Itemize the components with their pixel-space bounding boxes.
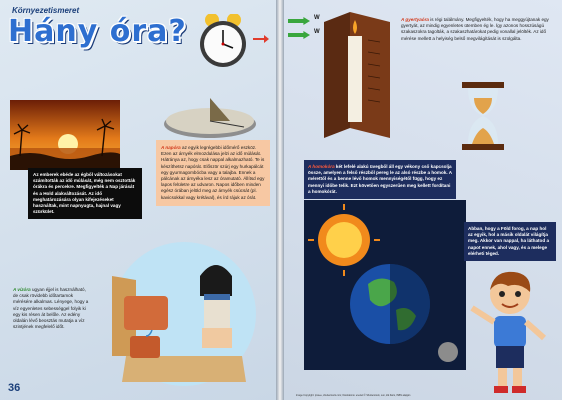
hourglass-image xyxy=(460,80,506,152)
hourglass-text xyxy=(304,160,456,199)
candle-clock-paragraph: is régi találmány. Megfigyelték, hogy ha meggyújtanak egy gyertyát, az mindig egyenletes ütemben ég le. Így azonos hosszúságú szakaszokra tagolták, a szakaszhatárokat pedig vonallal jelölték. Az idő mérése mellett a helyiség belső megvilágítását is szolgálta. xyxy=(401,17,549,41)
left-page xyxy=(0,0,276,400)
sunset-paragraph: Az emberek ebéde az égből változásokat számították az idő múlását, még nem osztották órákra és percekre. Megfigyelték a Nap járását és a Hold alakváltozását. Az idő meghatározására olyan kifejezéseket használtak, mint napnyugta, hajnal vagy szürkület. xyxy=(33,172,136,215)
marker-label-w: W xyxy=(314,29,320,35)
hourglass-paragraph: két lefelé alakú üvegből áll egy vékony cső kapcsolja össze, amelyen a felső részből pereg le az alsó részbe a homok. A mérettől és a benne lévő homok mennyiségétől függ, hogy ez mennyi időbe telik. Ezt követően egyszerűen meg kellett fordítani a homokórát. xyxy=(308,164,452,194)
sunset-text xyxy=(28,168,142,219)
sundial-image xyxy=(160,94,260,144)
earth-paragraph: Abban, hogy a Föld forog, a nap hol az egyik, hol a másik oldalát világítja meg. Akkor van nappal, ha láthatod a napot ennek, ahol vagy, és a melege elérheti téged. xyxy=(468,226,550,256)
boy-illustration xyxy=(464,268,556,396)
clock-arrow-icon xyxy=(252,34,270,44)
sundial-keyword: A napóra xyxy=(161,145,181,150)
image-credit: Image Copyright: pixsee, shutterstock.com; Illustrations: eredeti © Shutterstock, sun, klk Zaris, ISBN alapján xyxy=(296,394,411,397)
water-clock-paragraph: ugyan éjjel is használható, de csak rövidebb időtartamok mérésére alkalmas. Lényege, hogy a víz egyenletes sebességgel folyik ki egy kis résen át belőle. Az edény oldalán lévő beosztás mutatja a víz szintjének megfelelő időt. xyxy=(13,287,89,330)
clock-icon xyxy=(194,14,252,70)
subject-label: Környezetismeret xyxy=(12,6,80,15)
green-arrow-icon xyxy=(288,31,310,39)
sundial-paragraph: az egyik legrégebbi időmérő eszköz. Ezen az árnyék elmozdulása jelzi az idő múlását. Hátránya az, hogy csak nappal alkalmazható. Te is készíthetsz napórát. Először szúrj egy hurkapálcát egy gyurmagombócba vagy a talajba. Ennek a pálcának az árnyéka lesz az óramutató. Állítsd egy lapos felületre az udvaron. Napos időben minden egész órában jelöld meg az árnyék csúcsát (pl. kavicsokkal vagy krétával), és írd rájuk az órát. xyxy=(161,145,265,200)
page-number: 36 xyxy=(8,382,21,394)
right-page xyxy=(284,0,562,400)
water-clock-illustration xyxy=(96,236,272,386)
candle-clock-text xyxy=(398,14,552,45)
earth-sun-illustration xyxy=(304,200,466,370)
candle-clock-image xyxy=(320,10,394,140)
earth-text xyxy=(464,222,556,261)
green-arrow-icon xyxy=(288,17,310,25)
page-gutter xyxy=(276,0,284,400)
sundial-text xyxy=(156,140,270,206)
water-clock-keyword: A vízóra xyxy=(13,287,31,292)
water-clock-text xyxy=(10,284,92,333)
page-title: Hány óra? xyxy=(8,14,187,49)
marker-label-w: W xyxy=(314,15,320,21)
hourglass-keyword: A homokóra xyxy=(308,164,335,169)
sunset-image xyxy=(10,100,120,170)
candle-clock-keyword: A gyertyaóra xyxy=(401,17,429,22)
